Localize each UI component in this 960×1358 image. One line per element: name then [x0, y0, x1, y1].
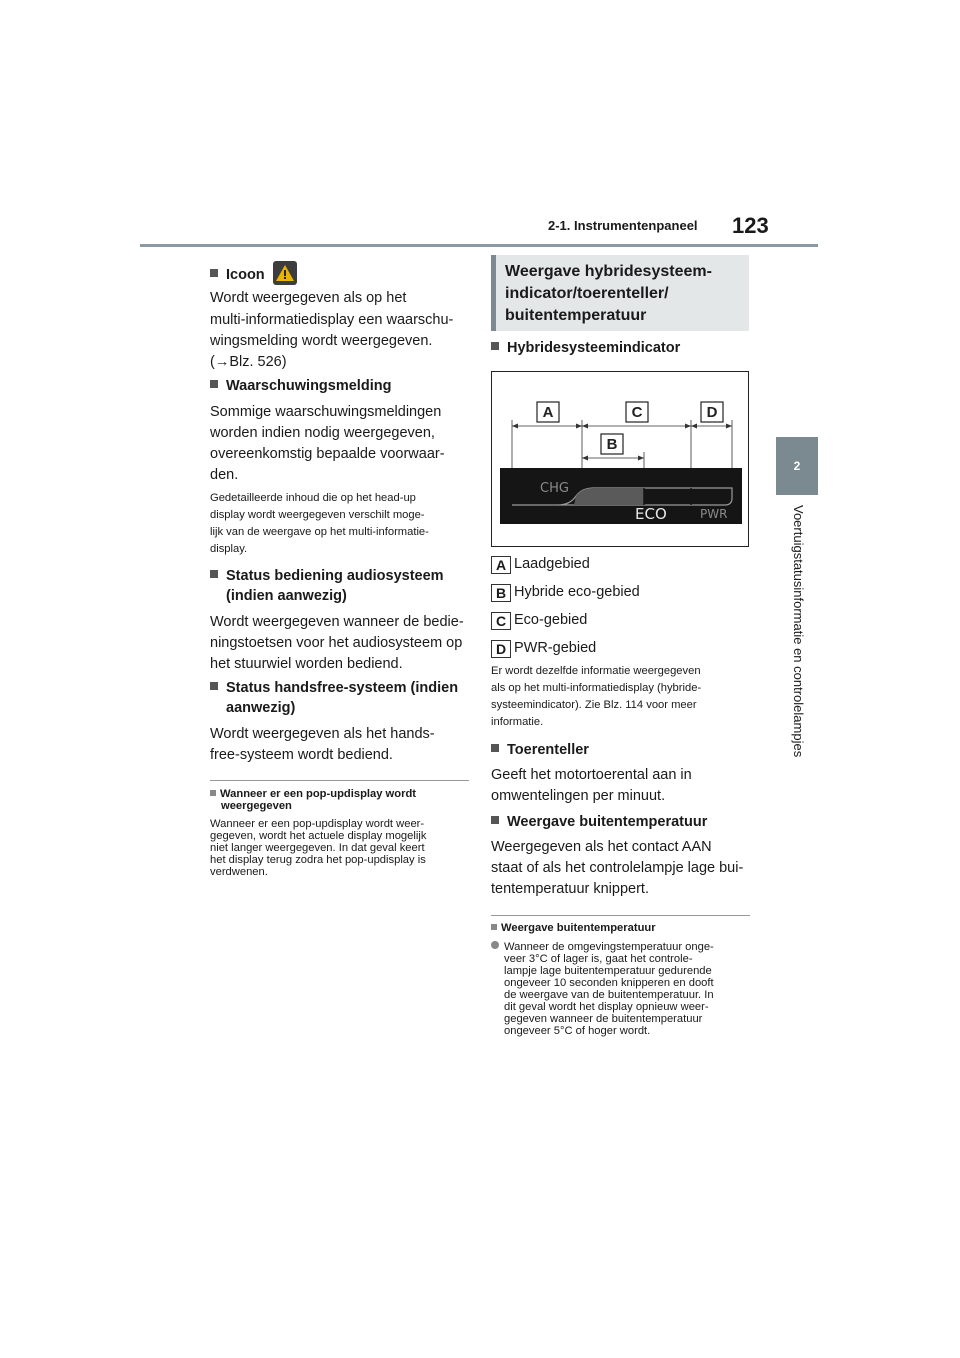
warn-text-2: worden indien nodig weergegeven, [210, 425, 435, 441]
icon-heading: Icoon [210, 261, 297, 285]
handsfree-text-1: Wordt weergegeven als het hands- [210, 726, 435, 742]
eco-fill [574, 488, 644, 505]
label-a: A [542, 404, 554, 421]
temp-text-1: Weergegeven als het contact AAN [491, 839, 712, 855]
note-text-3: niet langer weergegeven. In dat geval keert [210, 842, 425, 854]
warn-heading: Waarschuwingsmelding [210, 376, 391, 396]
square-bullet-icon [210, 682, 218, 690]
warn-text-1: Sommige waarschuwingsmeldingen [210, 404, 442, 420]
audio-heading: Status bediening audiosysteem [210, 566, 444, 586]
warn-text-4: den. [210, 467, 239, 483]
hsi-heading: Hybridesysteemindicator [491, 338, 680, 358]
legend-small-4: informatie. [491, 716, 544, 728]
section-title-line-2: indicator/toerenteller/ [505, 285, 669, 302]
icon-text-2: multi-informatiedisplay een waarschu- [210, 312, 454, 328]
temp-note-1: Wanneer de omgevingstemperatuur onge- [491, 941, 714, 953]
note-heading-2: weergegeven [221, 800, 292, 812]
temp-note-7: gegeven wanneer de buitentemperatuur [504, 1013, 703, 1025]
legend-small-3: systeemindicator). Zie Blz. 114 voor meer [491, 699, 697, 711]
legend-small-1: Er wordt dezelfde informatie weergegeven [491, 665, 701, 677]
note-heading: Wanneer er een pop-updisplay wordt [210, 788, 416, 800]
label-c: C [631, 404, 643, 421]
temp-note-8: ongeveer 5°C of hoger wordt. [504, 1025, 651, 1037]
square-bullet-icon [491, 816, 499, 824]
warning-icon [273, 261, 297, 285]
legend-item-a: A Laadgebied [491, 554, 590, 574]
warn-small-1: Gedetailleerde inhoud die op het head-up [210, 492, 416, 504]
handsfree-heading-2: aanwezig) [226, 700, 296, 716]
audio-text-1: Wordt weergegeven wanneer de bedie- [210, 614, 464, 630]
square-bullet-icon [210, 269, 218, 277]
audio-heading-2: (indien aanwezig) [226, 588, 347, 604]
warn-text-3: overeenkomstig bepaalde voorwaar- [210, 446, 445, 462]
legend-item-b: B Hybride eco-gebied [491, 582, 640, 602]
temp-text-3: tentemperatuur knippert. [491, 881, 649, 897]
note-divider-right [491, 915, 750, 916]
temp-note-5: de weergave van de buitentemperatuur. In [504, 989, 714, 1001]
legend-small-2: als op het multi-informatiedisplay (hybride- [491, 682, 702, 694]
circle-bullet-icon [491, 941, 499, 949]
rpm-heading: Toerenteller [491, 740, 589, 760]
square-bullet-icon [210, 380, 218, 388]
square-bullet-icon [210, 570, 218, 578]
square-bullet-icon [491, 924, 497, 930]
temp-note-3: lampje lage buitentemperatuur gedurende [504, 965, 712, 977]
page-number: 123 [732, 213, 769, 238]
section-header [491, 255, 749, 331]
icon-text-1: Wordt weergegeven als op het [210, 290, 407, 306]
label-b: B [606, 436, 618, 453]
audio-text-2: ningstoetsen voor het audiosysteem op [210, 635, 463, 651]
icon-text-4: (→Blz. 526) [210, 354, 287, 370]
note-text-5: verdwenen. [210, 866, 268, 878]
header-divider [140, 244, 818, 247]
warn-small-4: display. [210, 543, 248, 555]
temp-note-2: veer 3°C of lager is, gaat het controle- [504, 953, 693, 965]
pwr-label: PWR [700, 507, 728, 521]
icon-text-3: wingsmelding wordt weergegeven. [210, 333, 433, 349]
eco-label: ECO [635, 505, 667, 523]
note-divider [210, 780, 469, 781]
chg-label: CHG [540, 481, 569, 496]
section-title-line-3: buitentemperatuur [505, 307, 647, 324]
audio-text-3: het stuurwiel worden bediend. [210, 656, 403, 672]
temp-note-6: dit geval wordt het display opnieuw weer- [504, 1001, 709, 1013]
legend-item-d: D PWR-gebied [491, 638, 596, 658]
chapter-tab: 2 [776, 437, 818, 495]
temp-text-2: staat of als het controlelampje lage bui- [491, 860, 744, 876]
hybrid-indicator-diagram [492, 372, 748, 546]
warn-small-2: display wordt weergegeven verschilt moge- [210, 509, 425, 521]
handsfree-text-2: free-systeem wordt bediend. [210, 747, 393, 763]
section-title-line-1: Weergave hybridesysteem- [505, 263, 712, 280]
handsfree-heading: Status handsfree-systeem (indien [210, 678, 458, 698]
temp-note-4: ongeveer 10 seconden knipperen en dooft [504, 977, 714, 989]
note-text-1: Wanneer er een pop-updisplay wordt weer- [210, 818, 425, 830]
temp-note-heading: Weergave buitentemperatuur [491, 922, 656, 934]
rpm-text-1: Geeft het motortoerental aan in [491, 767, 692, 783]
rpm-text-2: omwentelingen per minuut. [491, 788, 666, 804]
chapter-label: Voertuigstatusinformatie en controlelampjes [791, 505, 806, 758]
note-text-2: gegeven, wordt het actuele display mogelijk [210, 830, 427, 842]
square-bullet-icon [210, 790, 216, 796]
section-title: 2-1. Instrumentenpaneel [548, 218, 698, 233]
warn-small-3: lijk van de weergave op het multi-informatie- [210, 526, 429, 538]
hybrid-indicator-figure [491, 371, 749, 547]
note-text-4: het display terug zodra het pop-updisplay is [210, 854, 426, 866]
square-bullet-icon [491, 744, 499, 752]
temp-heading: Weergave buitentemperatuur [491, 812, 707, 832]
legend-item-c: C Eco-gebied [491, 610, 587, 630]
label-d: D [706, 404, 718, 421]
square-bullet-icon [491, 342, 499, 350]
